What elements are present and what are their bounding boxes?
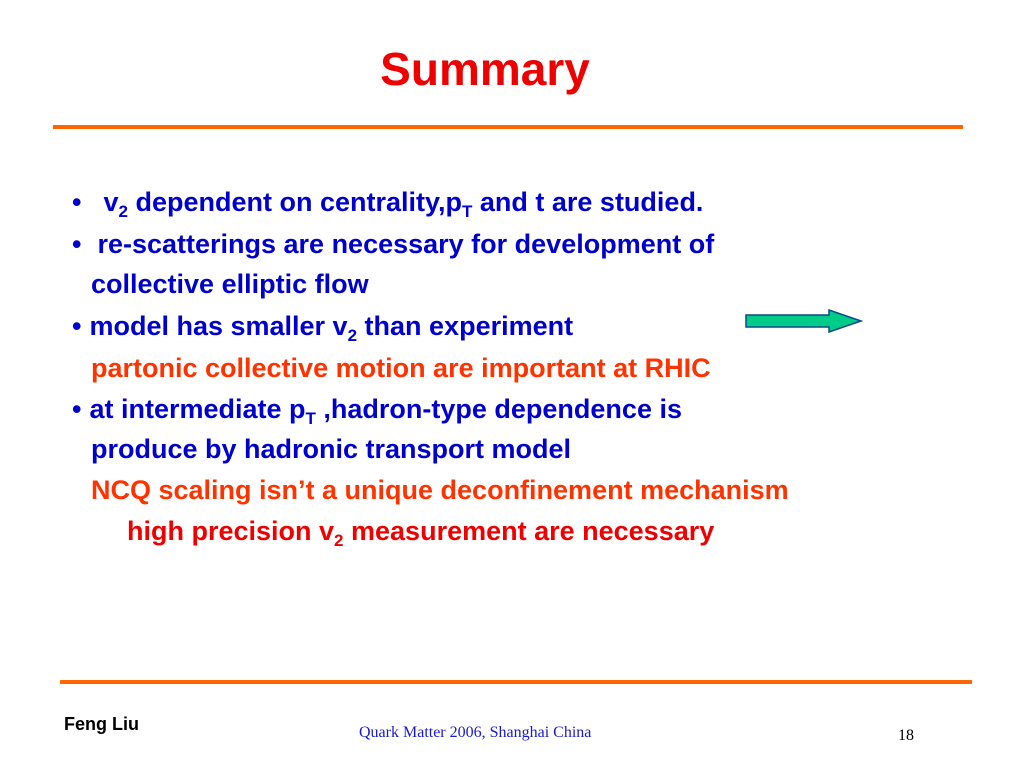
bullet-4-conclusion-2-text-a: high precision v bbox=[127, 516, 335, 546]
bullet-4-sub: T bbox=[305, 409, 316, 428]
bullet-2-line-2: collective elliptic flow bbox=[91, 269, 369, 299]
bullet-3 bbox=[72, 310, 574, 345]
bullet-2 bbox=[72, 228, 714, 260]
bottom-divider bbox=[60, 680, 972, 684]
bullet-4-conclusion-2-sub: 2 bbox=[334, 531, 344, 550]
bullet-4-text-a: at intermediate p bbox=[89, 394, 306, 424]
bullet-1-sub-a: 2 bbox=[118, 202, 128, 221]
bullet-dot-icon: • bbox=[72, 187, 82, 217]
bullet-3-text-b: than experiment bbox=[357, 311, 574, 341]
bullet-2-line-1: re-scatterings are necessary for development of bbox=[97, 229, 715, 259]
bullet-4-text-b: ,hadron-type dependence is bbox=[315, 394, 682, 424]
bullet-1-text-c: and t are studied. bbox=[472, 187, 704, 217]
bullet-1-sub-b: T bbox=[462, 202, 473, 221]
bullet-4-line-2: produce by hadronic transport model bbox=[91, 434, 572, 464]
bullet-dot-icon: • bbox=[72, 311, 82, 341]
bullet-1-text-a: v bbox=[103, 187, 119, 217]
bullet-3-text-a: model has smaller v bbox=[89, 311, 348, 341]
slide-title: Summary bbox=[380, 43, 590, 95]
bullet-dot-icon: • bbox=[72, 229, 82, 259]
right-arrow-icon bbox=[745, 309, 863, 333]
footer-author: Feng Liu bbox=[64, 714, 139, 734]
page-number: 18 bbox=[898, 727, 914, 744]
bullet-4 bbox=[72, 393, 682, 428]
footer-event: Quark Matter 2006, Shanghai China bbox=[359, 724, 592, 741]
bullet-3-conclusion: partonic collective motion are important at RHIC bbox=[91, 353, 711, 383]
top-divider bbox=[53, 125, 963, 129]
bullet-4-conclusion-2-text-b: measurement are necessary bbox=[343, 516, 715, 546]
bullet-3-sub: 2 bbox=[347, 326, 358, 345]
bullet-4-conclusion-2 bbox=[127, 515, 715, 550]
bullet-1-text-b: dependent on centrality,p bbox=[127, 187, 462, 217]
bullet-1 bbox=[72, 186, 704, 221]
bullet-dot-icon: • bbox=[72, 394, 82, 424]
bullet-4-conclusion-1: NCQ scaling isn’t a unique deconfinement mechanism bbox=[91, 475, 789, 505]
